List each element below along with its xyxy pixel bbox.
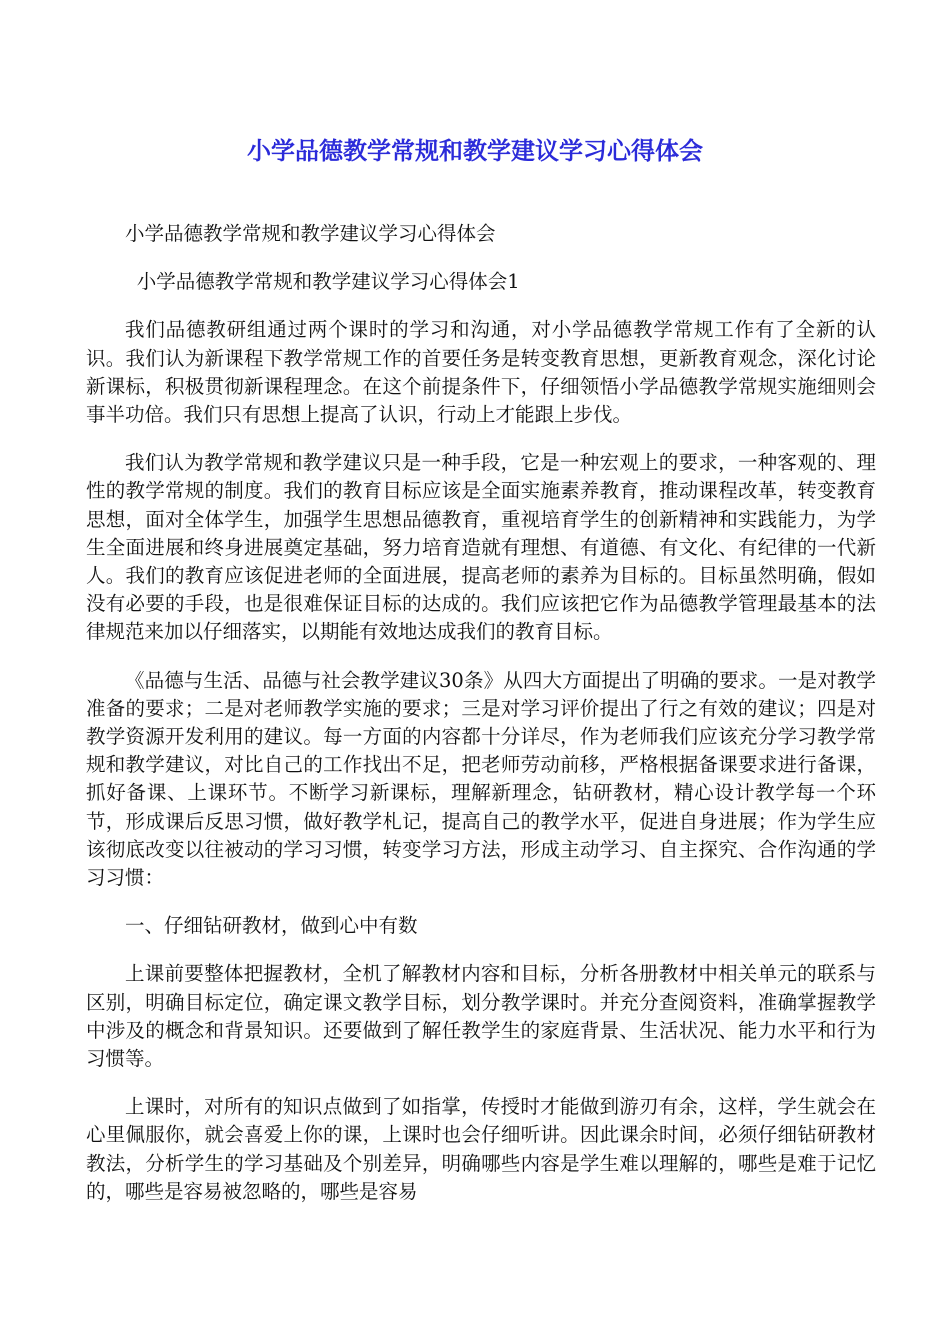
paragraph: 《品德与生活、品德与社会教学建议30条》从四大方面提出了明确的要求。一是对教学准备的要求；二是对老师教学实施的要求；三是对学习评价提出了行之有效的建议；四是对教学资源开发利用的建议。每一方面的内容都十分详尽，作为老师我们应该充分学习教学常规和教学建议，对比自己的工作找出不足，把老师劳动前移，严格根据备课要求进行备课，抓好备课、上课环节。不断学习新课标，理解新理念，钻研教材，精心设计教学每一个环节，形成课后反思习惯，做好教学札记，提高自己的教学水平，促进自身进展；作为学生应该彻底改变以往被动的学习习惯，转变学习方法，形成主动学习、自主探究、合作沟通的学习习惯： xyxy=(86,668,876,890)
paragraph: 上课前要整体把握教材，全机了解教材内容和目标，分析各册教材中相关单元的联系与区别，明确目标定位，确定课文教学目标，划分教学课时。并充分查阅资料，准确掌握教学中涉及的概念和背景知识。还要做到了解任教学生的家庭背景、生活状况、能力水平和行为习惯等。 xyxy=(86,962,876,1071)
paragraph-heading: 小学品德教学常规和教学建议学习心得体会 xyxy=(125,222,496,245)
section-heading: 一、仔细钻研教材，做到心中有数 xyxy=(125,914,418,938)
document-body xyxy=(86,220,876,1226)
paragraph: 上课时，对所有的知识点做到了如指掌，传授时才能做到游刃有余，这样，学生就会在心里佩服你，就会喜爱上你的课，上课时也会仔细听讲。因此课余时间，必须仔细钻研教材教法，分析学生的学习基础及个别差异，明确哪些内容是学生难以理解的，哪些是难于记忆的，哪些是容易被忽略的，哪些是容易 xyxy=(86,1095,876,1203)
paragraph: 我们认为教学常规和教学建议只是一种手段，它是一种宏观上的要求，一种客观的、理性的教学常规的制度。我们的教育目标应该是全面实施素养教育，推动课程改革，转变教育思想，面对全体学生，加强学生思想品德教育，重视培育学生的创新精神和实践能力，为学生全面进展和终身进展奠定基础，努力培育造就有理想、有道德、有文化、有纪律的一代新人。我们的教育应该促进老师的全面进展，提高老师的素养为目标的。目标虽然明确，假如没有必要的手段，也是很难保证目标的达成的。我们应该把它作为品德教学管理最基本的法律规范来加以仔细落实，以期能有效地达成我们的教育目标。 xyxy=(86,451,876,644)
paragraph-subheading: 小学品德教学常规和教学建议学习心得体会1 xyxy=(136,270,520,294)
document-title: 小学品德教学常规和教学建议学习心得体会 xyxy=(247,137,703,165)
paragraph: 我们品德教研组通过两个课时的学习和沟通，对小学品德教学常规工作有了全新的认识。我们认为新课程下教学常规工作的首要任务是转变教育思想，更新教育观念，深化讨论新课标，积极贯彻新课程理念。在这个前提条件下，仔细领悟小学品德教学常规实施细则会事半功倍。我们只有思想上提高了认识，行动上才能跟上步伐。 xyxy=(86,318,876,427)
